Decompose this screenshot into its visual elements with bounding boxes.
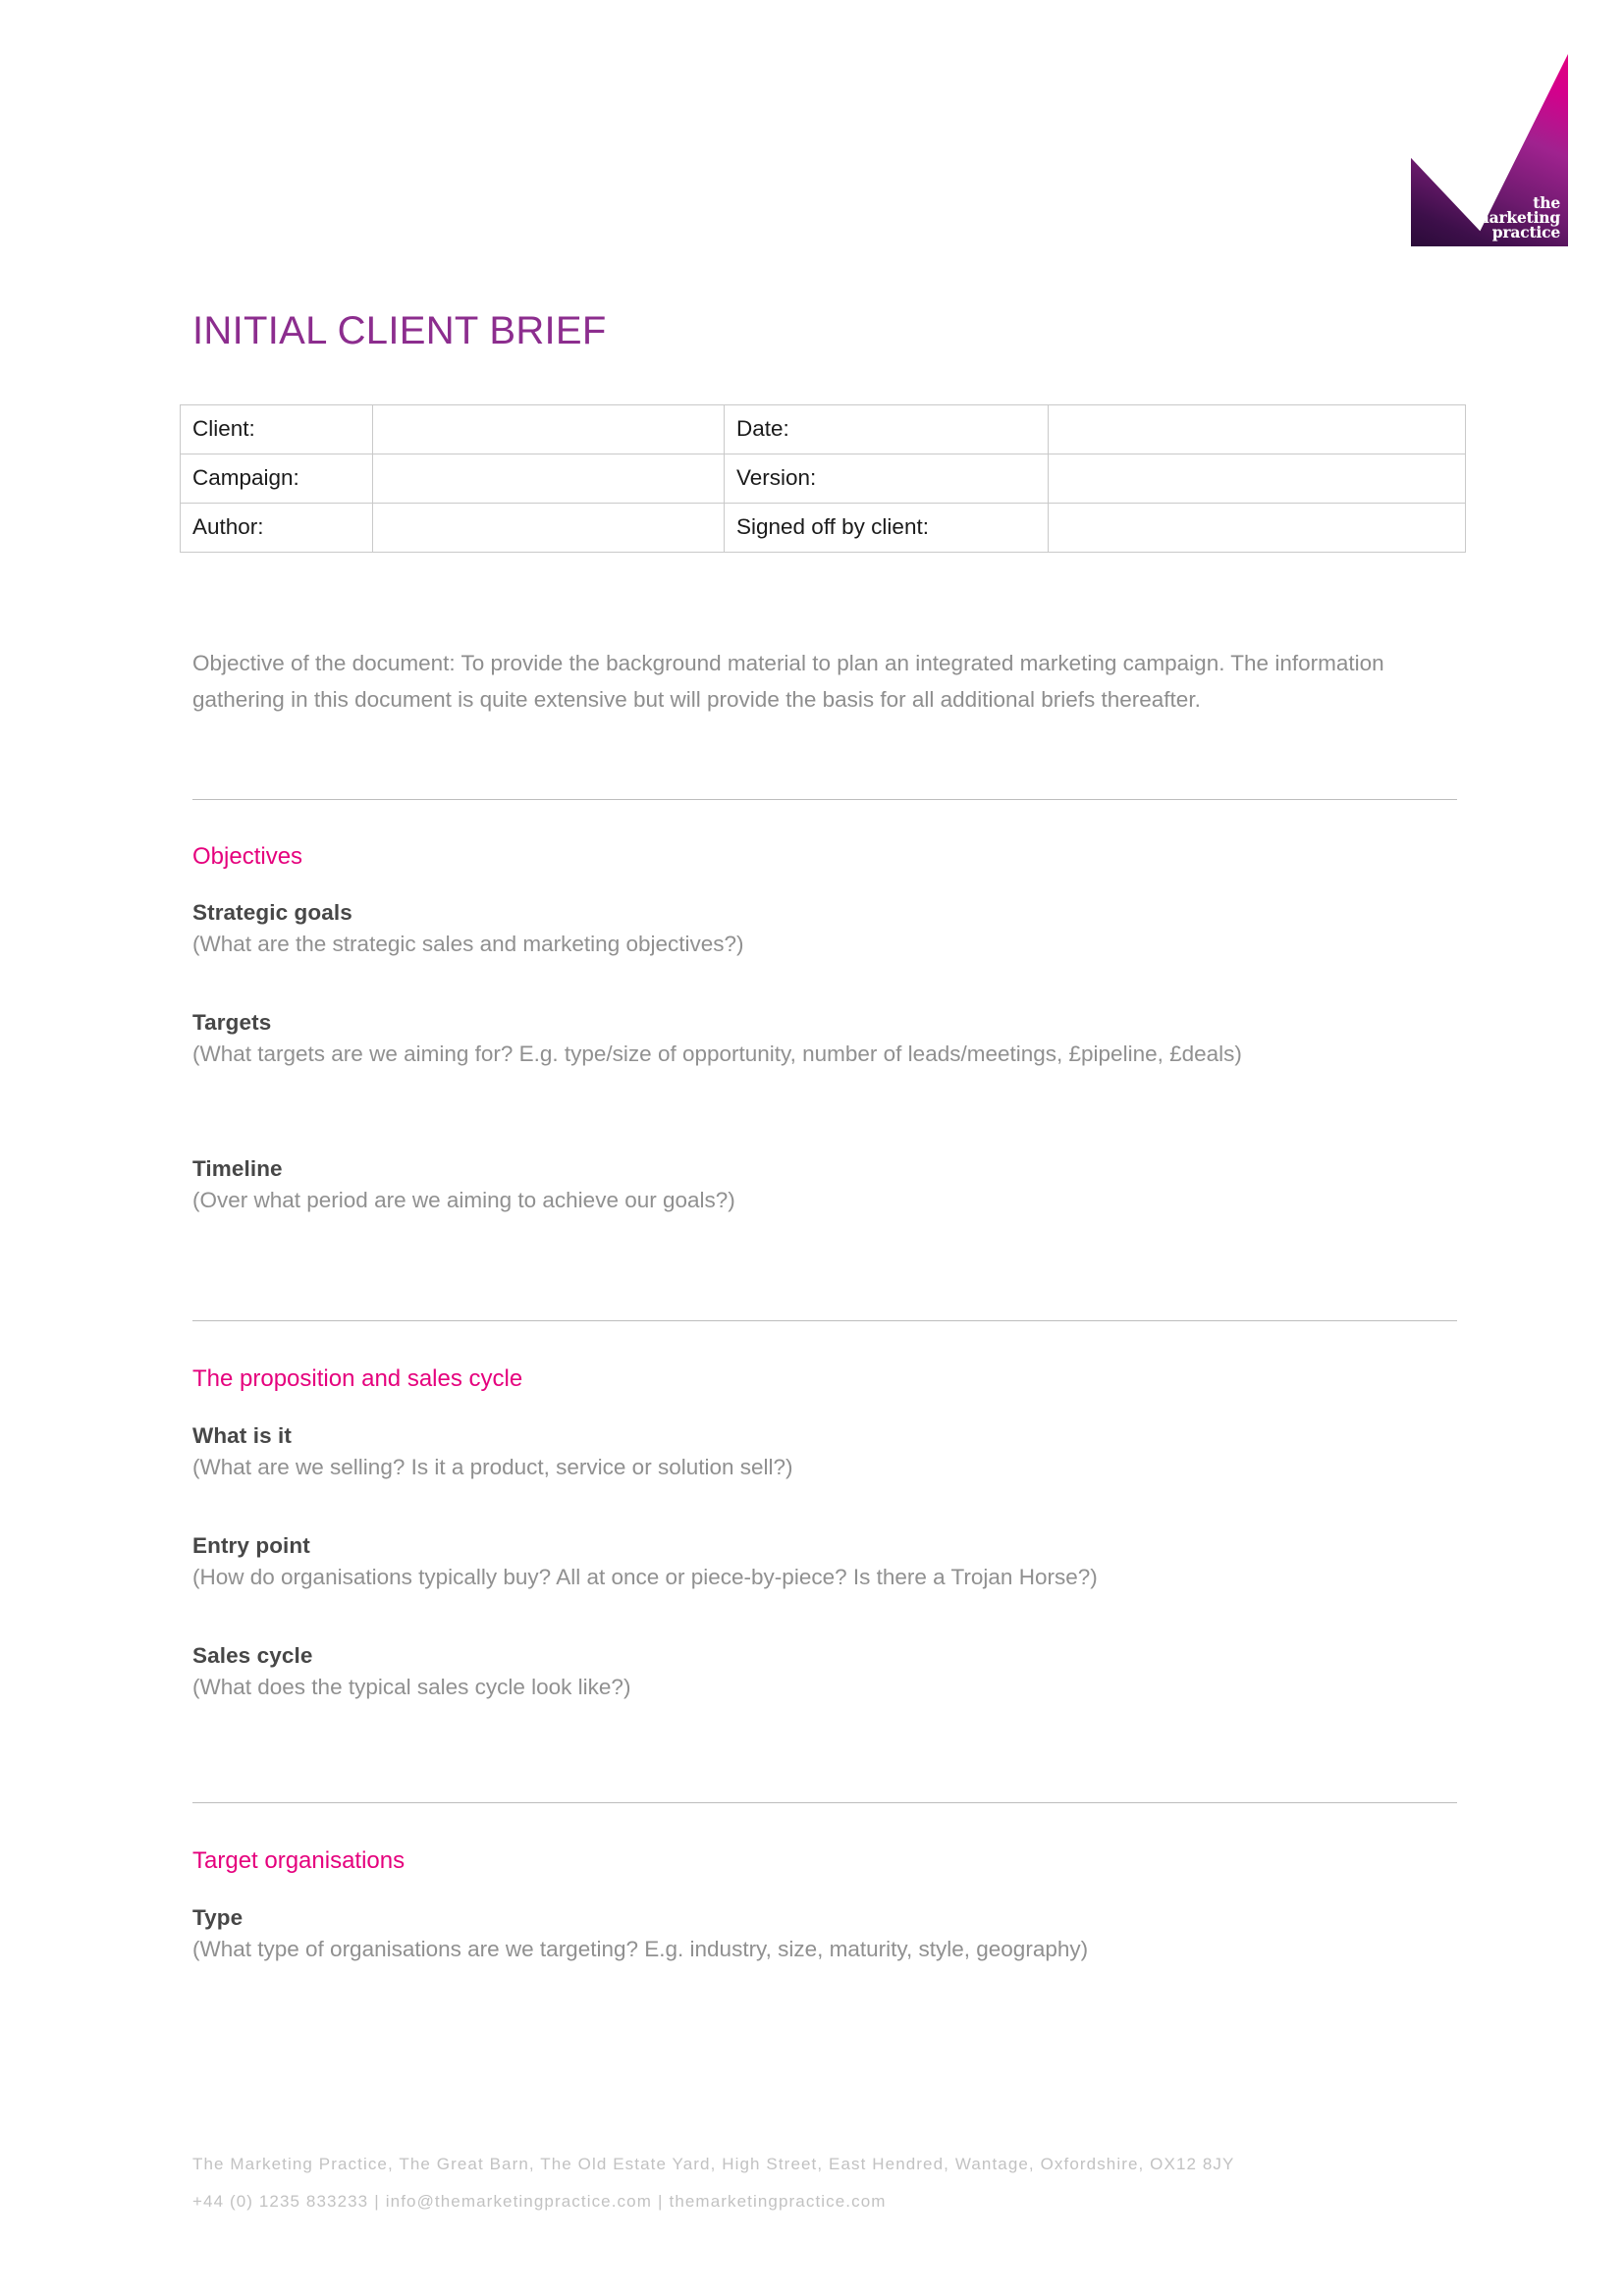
page-footer	[192, 2146, 1459, 2220]
logo-wordmark-line-3: practice	[1491, 223, 1560, 241]
meta-label-signed-off-by-client: Signed off by client:	[725, 504, 1049, 553]
meta-label-client: Client:	[181, 405, 373, 454]
document-objective-paragraph: Objective of the document: To provide the background material to plan an integrated marketing campaign. The information gathering in this document is quite extensive but will provide the basis for all additional briefs thereafter.	[192, 650, 1384, 712]
meta-value-campaign[interactable]	[373, 454, 725, 504]
footer-contact-line	[192, 2183, 1459, 2220]
field-prompt: (How do organisations typically buy? All at once or piece-by-piece? Is there a Trojan Horse?)	[192, 1565, 1098, 1590]
footer-separator: |	[374, 2192, 380, 2211]
meta-value-date[interactable]	[1049, 405, 1466, 454]
field-heading: Type	[192, 1905, 244, 1930]
field-timeline	[192, 1155, 1459, 1218]
field-what-is-it	[192, 1422, 1459, 1485]
field-strategic-goals	[192, 899, 1459, 962]
table-row	[181, 504, 1466, 553]
field-prompt: (What type of organisations are we targeting? E.g. industry, size, maturity, style, geography)	[192, 1937, 1089, 1962]
meta-value-author[interactable]	[373, 504, 725, 553]
meta-label-campaign: Campaign:	[181, 454, 373, 504]
meta-label-version: Version:	[725, 454, 1049, 504]
meta-label-date: Date:	[725, 405, 1049, 454]
field-entry-point	[192, 1532, 1459, 1595]
section-divider	[192, 1320, 1457, 1321]
field-prompt: (What targets are we aiming for? E.g. type/size of opportunity, number of leads/meetings, £pipeline, £deals)	[192, 1041, 1242, 1067]
meta-value-client[interactable]	[373, 405, 725, 454]
table-row	[181, 405, 1466, 454]
field-sales-cycle	[192, 1642, 1459, 1705]
field-targets	[192, 1009, 1459, 1072]
field-heading: What is it	[192, 1423, 292, 1448]
meta-value-signed-off-by-client[interactable]	[1049, 504, 1466, 553]
field-heading: Strategic goals	[192, 900, 352, 925]
section-heading-objectives: Objectives	[192, 842, 303, 870]
meta-label-author: Author:	[181, 504, 373, 553]
field-prompt: (What does the typical sales cycle look like?)	[192, 1675, 631, 1700]
field-prompt: (What are the strategic sales and marketing objectives?)	[192, 932, 744, 957]
logo-wordmark-line-1: the	[1533, 193, 1560, 212]
field-type	[192, 1904, 1459, 1967]
field-prompt: (Over what period are we aiming to achieve our goals?)	[192, 1188, 735, 1213]
logo-wordmark-line-2: marketing	[1473, 208, 1560, 227]
field-heading: Sales cycle	[192, 1643, 313, 1668]
page-title: INITIAL CLIENT BRIEF	[192, 308, 607, 352]
logo-wordmark	[1473, 195, 1560, 240]
footer-phone: +44 (0) 1235 833233	[192, 2192, 369, 2211]
footer-separator: |	[657, 2192, 664, 2211]
document-meta-table	[180, 404, 1466, 553]
field-prompt: (What are we selling? Is it a product, service or solution sell?)	[192, 1455, 793, 1480]
company-logo	[1411, 54, 1568, 246]
field-heading: Targets	[192, 1010, 272, 1035]
table-row	[181, 454, 1466, 504]
section-divider	[192, 799, 1457, 800]
field-heading: Entry point	[192, 1533, 310, 1558]
section-heading-target-organisations: Target organisations	[192, 1846, 406, 1874]
section-divider	[192, 1802, 1457, 1803]
footer-address: The Marketing Practice, The Great Barn, The Old Estate Yard, High Street, East Hendred, Wantage, Oxfordshire, OX12 8JY	[192, 2155, 1235, 2173]
footer-website[interactable]: themarketingpractice.com	[669, 2192, 887, 2211]
section-heading-proposition-and-sales-cycle: The proposition and sales cycle	[192, 1364, 523, 1392]
footer-email[interactable]: info@themarketingpractice.com	[385, 2192, 652, 2211]
meta-value-version[interactable]	[1049, 454, 1466, 504]
field-heading: Timeline	[192, 1156, 283, 1181]
